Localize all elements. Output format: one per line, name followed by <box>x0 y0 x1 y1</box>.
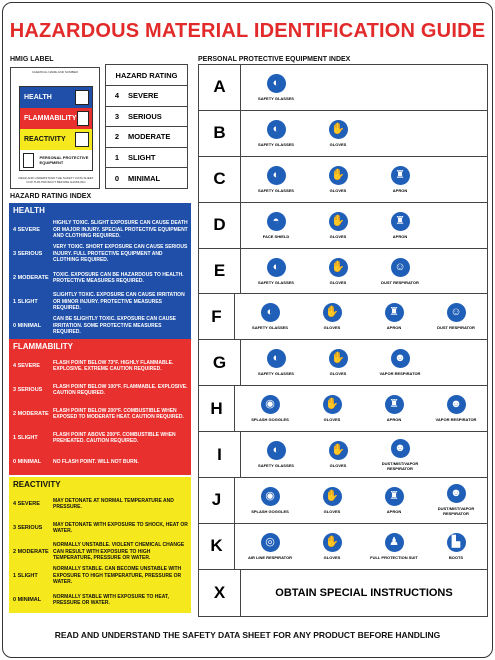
apron-icon: ♜ <box>385 395 404 414</box>
index-item: 2 MODERATE FLASH POINT BELOW 200°F. COMBUSTIBLE WHEN EXPOSED TO MODERATE HEAT. CAUTION REQUIRED. <box>13 407 184 420</box>
ppe-letter: E <box>199 249 241 294</box>
hmig-footer: READ AND UNDERSTAND THE SAFETY DATA SHEET FOR THIS PRODUCT BEFORE HANDLING <box>18 176 94 184</box>
index-item: 4 SEVERE FLASH POINT BELOW 73°F. HIGHLY FLAMMABLE. EXPLOSIVE. EXTREME CAUTION REQUIRED. <box>13 359 174 372</box>
ppe-item <box>363 395 425 422</box>
gloves-icon: ✋ <box>329 441 348 460</box>
ppe-item-label: GLOVES <box>323 554 341 560</box>
hazard-rating-heading: HAZARD RATING <box>106 65 187 86</box>
ppe-item-label: SAFETY GLASSES <box>258 187 294 193</box>
ppe-item <box>301 533 363 560</box>
ppe-item-label: DUST RESPIRATOR <box>437 325 475 331</box>
safety-glasses-icon: ◐ <box>267 349 286 368</box>
ppe-letter: B <box>199 111 241 156</box>
vapor-respirator-icon: ☻ <box>391 349 410 368</box>
safety-glasses-icon: ◐ <box>267 166 286 185</box>
splash-goggles-icon: ◉ <box>261 395 280 414</box>
ppe-item-label: FULL PROTECTION SUIT <box>370 554 418 560</box>
ppe-items <box>235 478 487 523</box>
rating-row: 2 MODERATE <box>106 127 187 148</box>
ppe-item-label: SAFETY GLASSES <box>258 371 294 377</box>
ppe-items <box>235 294 487 339</box>
rating-row: 4 SEVERE <box>106 86 187 107</box>
full-protection-suit-icon: ♟ <box>385 533 404 552</box>
ppe-item <box>245 74 307 101</box>
ppe-row <box>199 386 487 432</box>
hmig-caption: CHEMICAL NAME AND NUMBER <box>32 70 78 74</box>
hmig-row-health: HEALTH <box>20 87 92 108</box>
hmig-row-flammability: FLAMMABILITY <box>20 108 92 129</box>
ppe-item <box>245 120 307 147</box>
ppe-item-label: APRON <box>386 325 402 331</box>
splash-goggles-icon: ◉ <box>261 487 280 506</box>
ppe-item-label: SPLASH GOGGLES <box>251 508 289 514</box>
ppe-item <box>239 395 301 422</box>
ppe-item-label: DUST/MIST/VAPOR RESPIRATOR <box>437 506 475 517</box>
ppe-item-label: APRON <box>392 233 408 239</box>
reactivity-heading: REACTIVITY <box>13 480 61 489</box>
ppe-item-label: AIR LINE RESPIRATOR <box>247 554 293 560</box>
gloves-icon: ✋ <box>329 258 348 277</box>
hmig-label-sample <box>10 67 100 189</box>
ppe-item-label: BOOTS <box>448 554 464 560</box>
health-heading: HEALTH <box>13 206 45 215</box>
ppe-row <box>199 249 487 295</box>
index-item: 2 MODERATE TOXIC. EXPOSURE CAN BE HAZARDOUS TO HEALTH. PROTECTIVE MEASURES REQUIRED. <box>13 271 184 284</box>
safety-glasses-icon: ◐ <box>267 74 286 93</box>
index-item: 4 SEVERE HIGHLY TOXIC. SLIGHT EXPOSURE CAN CAUSE DEATH OR MAJOR INJURY. SPECIAL PROTECTIVE EQUIPMENT AND CLOTHING REQUIRED. <box>13 220 188 240</box>
ppe-item <box>307 349 369 376</box>
ppe-row <box>199 294 487 340</box>
rating-row: 1 SLIGHT <box>106 148 187 169</box>
ppe-item-label: SAFETY GLASSES <box>258 141 294 147</box>
ppe-row <box>199 203 487 249</box>
ppe-item <box>363 533 425 560</box>
ppe-item <box>363 303 425 330</box>
ppe-item <box>369 439 431 471</box>
ppe-items <box>241 111 487 156</box>
safety-glasses-icon: ◐ <box>261 303 280 322</box>
ppe-index-grid <box>198 64 488 617</box>
ppe-items <box>241 65 487 110</box>
ppe-item <box>245 349 307 376</box>
ppe-row <box>199 524 487 570</box>
ppe-item <box>245 441 307 468</box>
ppe-item-label: SAFETY GLASSES <box>252 325 288 331</box>
ppe-item <box>425 303 487 330</box>
index-item: 1 SLIGHT SLIGHTLY TOXIC. EXPOSURE CAN CAUSE IRRITATION OR MINOR INJURY. PROTECTIVE MEASURES REQUIRED. <box>13 292 185 312</box>
ppe-item <box>239 303 301 330</box>
ppe-items <box>241 203 487 248</box>
ppe-item-label: SAFETY GLASSES <box>258 463 294 469</box>
ppe-letter: H <box>199 386 235 431</box>
vapor-respirator-icon: ☻ <box>447 395 466 414</box>
ppe-item <box>307 258 369 285</box>
ppe-item-label: DUST/MIST/VAPOR RESPIRATOR <box>381 460 419 471</box>
index-item: 0 MINIMAL CAN BE SLIGHTLY TOXIC. EXPOSURE CAN CAUSE IRRITATION. SOME PROTECTIVE MEASURES REQUIRED. <box>13 316 176 336</box>
footer-notice: READ AND UNDERSTAND THE SAFETY DATA SHEET FOR ANY PRODUCT BEFORE HANDLING <box>54 630 441 640</box>
ppe-items <box>235 386 487 431</box>
ppe-item <box>239 487 301 514</box>
apron-icon: ♜ <box>385 487 404 506</box>
ppe-item <box>369 258 431 285</box>
gloves-icon: ✋ <box>329 120 348 139</box>
gloves-icon: ✋ <box>329 212 348 231</box>
face-shield-icon: ◓ <box>267 212 286 231</box>
index-item: 3 SERIOUS MAY DETONATE WITH EXPOSURE TO SHOCK, HEAT OR WATER. <box>13 521 188 534</box>
special-instructions: OBTAIN SPECIAL INSTRUCTIONS <box>275 586 453 599</box>
hmig-heading: HMIG LABEL <box>10 56 54 63</box>
flammability-heading: FLAMMABILITY <box>13 342 73 351</box>
ppe-item-label: SAFETY GLASSES <box>258 279 294 285</box>
gloves-icon: ✋ <box>323 487 342 506</box>
gloves-icon: ✋ <box>323 395 342 414</box>
dust-respirator-icon: ☺ <box>447 303 466 322</box>
apron-icon: ♜ <box>391 212 410 231</box>
ppe-letter: F <box>199 294 235 339</box>
hmig-row-ppe: PERSONAL PROTECTIVE EQUIPMENT <box>20 150 92 170</box>
ppe-item-label: FACE SHIELD <box>262 233 290 239</box>
ppe-letter: J <box>199 478 235 523</box>
ppe-item-label: GLOVES <box>329 233 347 239</box>
ppe-items <box>241 249 487 294</box>
ppe-item <box>425 484 487 516</box>
ppe-item-label: SAFETY GLASSES <box>258 95 294 101</box>
ppe-item-label: APRON <box>386 417 402 423</box>
ppe-row <box>199 340 487 386</box>
hmig-row-reactivity: REACTIVITY <box>20 129 92 150</box>
gloves-icon: ✋ <box>329 349 348 368</box>
ppe-item-label: VAPOR RESPIRATOR <box>379 371 421 377</box>
ppe-letter: D <box>199 203 241 248</box>
safety-glasses-icon: ◐ <box>267 441 286 460</box>
gloves-icon: ✋ <box>329 166 348 185</box>
ppe-item <box>307 120 369 147</box>
apron-icon: ♜ <box>391 166 410 185</box>
hazard-index-heading: HAZARD RATING INDEX <box>10 193 92 200</box>
boots-icon: ▙ <box>447 533 466 552</box>
ppe-item-label: GLOVES <box>323 508 341 514</box>
ppe-items <box>241 157 487 202</box>
ppe-index-heading: PERSONAL PROTECTIVE EQUIPMENT INDEX <box>198 56 351 63</box>
ppe-row <box>199 111 487 157</box>
ppe-items <box>235 524 487 569</box>
ppe-row <box>199 65 487 111</box>
safety-glasses-icon: ◐ <box>267 120 286 139</box>
ppe-letter: K <box>199 524 235 569</box>
ppe-item <box>245 258 307 285</box>
index-item: 2 MODERATE NORMALLY UNSTABLE. VIOLENT CHEMICAL CHANGE CAN RESULT WITH EXPOSURE TO HIGH TEMPERATURE, PRESSURE OR WATER. <box>13 542 185 562</box>
index-item: 0 MINIMAL NO FLASH POINT. WILL NOT BURN. <box>13 458 139 465</box>
hmig-rows <box>19 86 93 171</box>
dust-mist-vapor-respirator-icon: ☻ <box>391 439 410 458</box>
ppe-item <box>307 441 369 468</box>
gloves-icon: ✋ <box>323 533 342 552</box>
index-item: 4 SEVERE MAY DETONATE AT NORMAL TEMPERATURE AND PRESSURE. <box>13 497 174 510</box>
ppe-item <box>369 166 431 193</box>
apron-icon: ♜ <box>385 303 404 322</box>
ppe-item <box>307 166 369 193</box>
ppe-item <box>425 533 487 560</box>
ppe-item-label: GLOVES <box>323 417 341 423</box>
gloves-icon: ✋ <box>323 303 342 322</box>
ppe-row <box>199 570 487 616</box>
ppe-item <box>363 487 425 514</box>
ppe-letter: C <box>199 157 241 202</box>
ppe-item <box>301 303 363 330</box>
ppe-items <box>241 340 487 385</box>
ppe-item-label: APRON <box>386 508 402 514</box>
ppe-row <box>199 478 487 524</box>
ppe-item <box>301 487 363 514</box>
ppe-item-label: APRON <box>392 187 408 193</box>
index-item: 0 MINIMAL NORMALLY STABLE WITH EXPOSURE TO HEAT, PRESSURE OR WATER. <box>13 593 169 606</box>
ppe-item-label: GLOVES <box>329 141 347 147</box>
ppe-item-label: SPLASH GOGGLES <box>251 417 289 423</box>
ppe-item-label: GLOVES <box>329 463 347 469</box>
reactivity-index <box>9 477 191 613</box>
index-item: 3 SERIOUS VERY TOXIC. SHORT EXPOSURE CAN CAUSE SERIOUS INJURY. FULL PROTECTIVE EQUIPMENT AND CLOTHING REQUIRED. <box>13 244 188 264</box>
index-item: 1 SLIGHT NORMALLY STABLE. CAN BECOME UNSTABLE WITH EXPOSURE TO HIGH TEMPERATURE, PRESSURE OR WATER. <box>13 566 182 586</box>
ppe-letter: X <box>199 570 241 616</box>
flammability-index <box>9 339 191 475</box>
ppe-item <box>245 166 307 193</box>
ppe-item <box>425 395 487 422</box>
index-item: 3 SERIOUS FLASH POINT BELOW 100°F. FLAMMABLE. EXPLOSIVE. CAUTION REQUIRED. <box>13 383 188 396</box>
ppe-letter: A <box>199 65 241 110</box>
ppe-item-label: GLOVES <box>323 325 341 331</box>
index-item: 1 SLIGHT FLASH POINT ABOVE 200°F. COMBUSTIBLE WHEN PREHEATED. CAUTION REQUIRED. <box>13 431 176 444</box>
ppe-letter: I <box>199 432 241 477</box>
ppe-item <box>301 395 363 422</box>
rating-row: 0 MINIMAL <box>114 174 161 184</box>
ppe-item <box>307 212 369 239</box>
page-title: HAZARDOUS MATERIAL IDENTIFICATION GUIDE <box>9 20 486 42</box>
ppe-item <box>369 212 431 239</box>
air-line-respirator-icon: ◎ <box>261 533 280 552</box>
rating-row: 3 SERIOUS <box>106 107 187 128</box>
ppe-row <box>199 432 487 478</box>
dust-mist-vapor-respirator-icon: ☻ <box>447 484 466 503</box>
ppe-items <box>241 432 487 477</box>
ppe-item-label: GLOVES <box>329 279 347 285</box>
hazard-rating-table <box>105 64 188 189</box>
ppe-item <box>369 349 431 376</box>
ppe-item-label: GLOVES <box>329 371 347 377</box>
ppe-row <box>199 157 487 203</box>
ppe-item-label: DUST RESPIRATOR <box>381 279 419 285</box>
ppe-letter: G <box>199 340 241 385</box>
dust-respirator-icon: ☺ <box>391 258 410 277</box>
ppe-item-label: GLOVES <box>329 187 347 193</box>
health-index <box>9 203 191 339</box>
ppe-item <box>239 533 301 560</box>
safety-glasses-icon: ◐ <box>267 258 286 277</box>
ppe-item <box>245 212 307 239</box>
ppe-item-label: VAPOR RESPIRATOR <box>435 417 477 423</box>
